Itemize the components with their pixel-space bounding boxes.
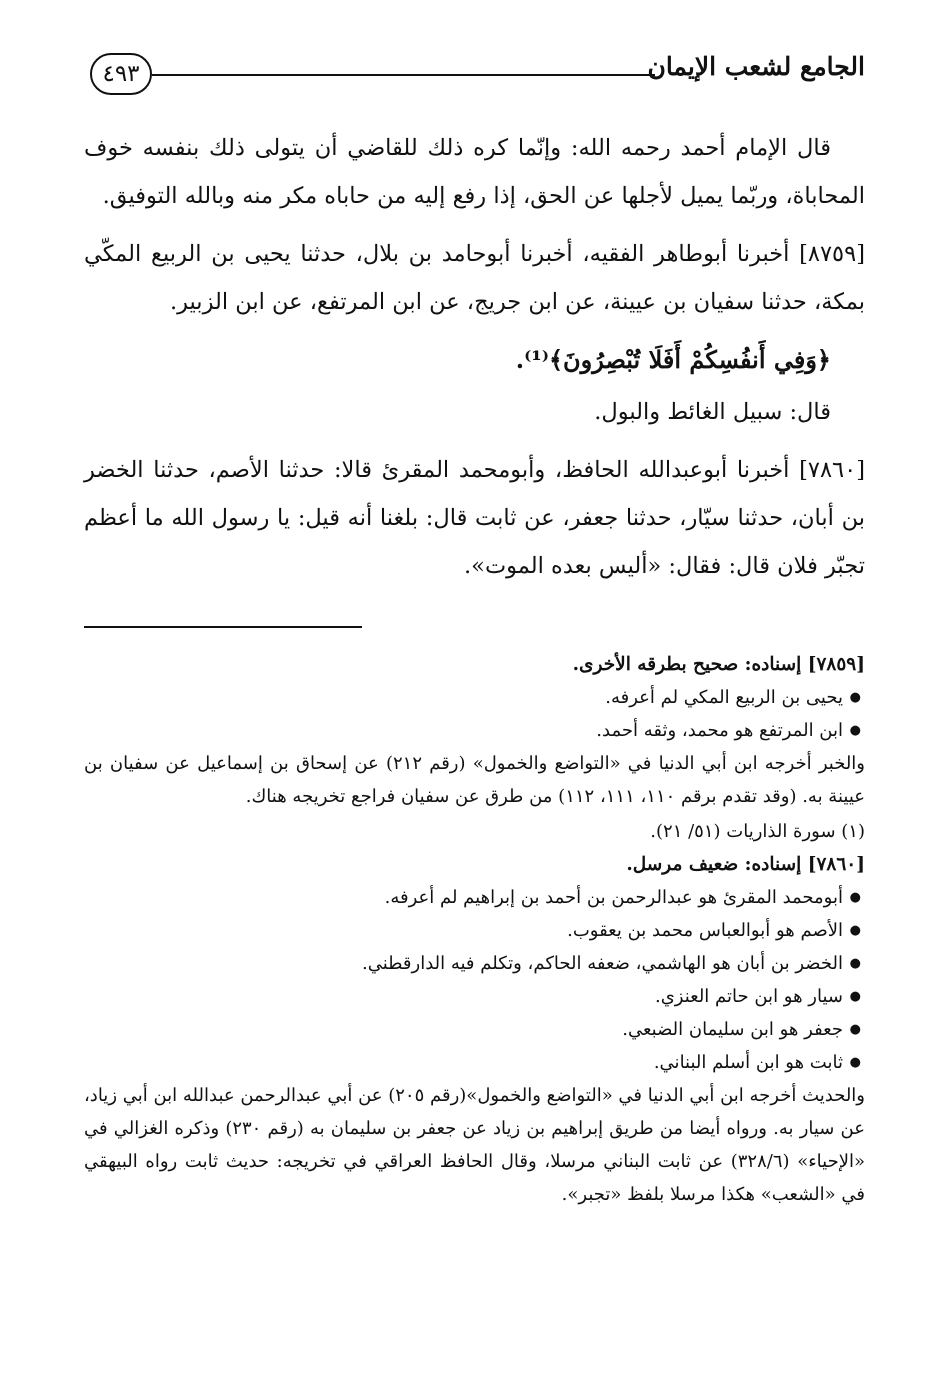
- footnotes: [84, 648, 865, 1211]
- footnote-separator: [84, 626, 362, 628]
- verse-reference: (١) سورة الذاريات (٥١/ ٢١).: [650, 821, 865, 842]
- narrator-note: ● الخضر بن أبان هو الهاشمي، ضعفه الحاكم، وتكلم فيه الدارقطني.: [84, 947, 843, 980]
- narrator-note: ● جعفر هو ابن سليمان الضبعي.: [84, 1013, 843, 1046]
- narrator-note: ● أبومحمد المقرئ هو عبدالرحمن بن أحمد بن إبراهيم لم أعرفه.: [84, 881, 843, 914]
- header-rule: [152, 74, 655, 76]
- quran-verse: ﴿وَفِي أَنفُسِكُمْ أَفَلَا تُبْصِرُونَ﴾⁽¹⁾.: [515, 345, 831, 374]
- hadith-7860: [٧٨٦٠] أخبرنا أبوعبدالله الحافظ، وأبومحمد المقرئ قالا: حدثنا الأصم، حدثنا الخضر بن أبان، حدثنا سيّار، حدثنا جعفر، عن ثابت قال: بلغنا أنه قيل: يا رسول الله ما أعظم تجبّر فلان قال: فقال: «أليس بعده الموت».: [84, 457, 865, 579]
- note-8759-heading: [٧٨٥٩] إسناده: صحيح بطرقه الأخرى.: [572, 654, 865, 675]
- note-7860-takhrij: والحديث أخرجه ابن أبي الدنيا في «التواضع والخمول»(رقم ٢٠٥) عن أبي عبدالرحمن عبدالله ابن أبي زياد، عن سيار به. ورواه أيضا من طريق إبراهيم بن زياد عن جعفر بن سليمان به (رقم ٢٣٠) وذكره الغزالي في «الإحياء» (٣٢٨/٦) عن ثابت البناني مرسلا، وقال الحافظ العراقي في تخريجه: حديث ثابت رواه البيهقي في «الشعب» هكذا مرسلا بلفظ «تجبر».: [84, 1085, 865, 1205]
- note-8759-narrators: [84, 681, 865, 747]
- hadith-8759-text: قال: سبيل الغائط والبول.: [594, 399, 831, 425]
- narrator-note: ● الأصم هو أبوالعباس محمد بن يعقوب.: [84, 914, 843, 947]
- narrator-note: ● يحيى بن الربيع المكي لم أعرفه.: [84, 681, 843, 714]
- page-header: [90, 40, 865, 100]
- note-7860-narrators: [84, 881, 865, 1079]
- paragraph-commentary: قال الإمام أحمد رحمه الله: وإنّما كره ذلك للقاضي أن يتولى ذلك بنفسه خوف المحاباة، وربّما يميل لأجلها عن الحق، إذا رفع إليه من حاباه مكر منه وبالله التوفيق.: [84, 135, 865, 209]
- narrator-note: ● ابن المرتفع هو محمد، وثقه أحمد.: [84, 714, 843, 747]
- main-text: [84, 124, 865, 600]
- page-number: ٤٩٣: [90, 53, 152, 95]
- note-8759-takhrij: والخبر أخرجه ابن أبي الدنيا في «التواضع والخمول» (رقم ٢١٢) عن إسحاق بن إسماعيل عن سفيان بن عيينة به. (وقد تقدم برقم ١١٠، ١١١، ١١٢) من طرق عن سفيان فراجع تخريجه هناك.: [84, 753, 866, 807]
- note-7860-heading: [٧٨٦٠] إسناده: ضعيف مرسل.: [626, 854, 865, 875]
- hadith-8759: [٨٧٥٩] أخبرنا أبوطاهر الفقيه، أخبرنا أبوحامد بن بلال، حدثنا يحيى بن الربيع المكّي بمكة، حدثنا سفيان بن عيينة، عن ابن جريج، عن ابن المرتفع، عن ابن الزبير.: [84, 241, 865, 315]
- running-title: الجامع لشعب الإيمان: [647, 52, 865, 81]
- narrator-note: ● ثابت هو ابن أسلم البناني.: [84, 1046, 843, 1079]
- narrator-note: ● سيار هو ابن حاتم العنزي.: [84, 980, 843, 1013]
